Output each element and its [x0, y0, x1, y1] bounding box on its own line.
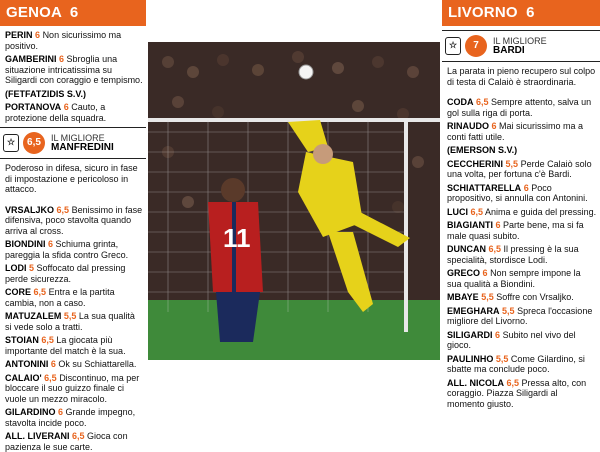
player-comment: Cauto, a protezione della squadra. [5, 102, 106, 123]
rating-entry [5, 407, 143, 428]
player-name: STOIAN [5, 335, 39, 345]
player-name: CALAIO' [5, 373, 42, 383]
player-comment: Entra e la partita cambia, non a caso. [5, 287, 115, 308]
player-name: ALL. NICOLA [447, 378, 504, 388]
rating-entry [447, 97, 597, 118]
player-vote: 6,5 [34, 287, 47, 297]
livorno-ratings [442, 93, 600, 409]
livorno-best-box [442, 30, 600, 62]
player-name: PAULINHO [447, 354, 493, 364]
player-comment: Sbroglia una situazione intricatissima su Siligardi con coraggio e tempismo. [5, 54, 143, 85]
player-vote: 5 [29, 263, 34, 273]
player-vote: 5,5 [481, 292, 494, 302]
rating-entry [447, 183, 597, 204]
player-vote: 5,5 [64, 311, 77, 321]
pitch [148, 300, 440, 360]
player-comment: Soffre con Vrsaljko. [496, 292, 574, 302]
player-comment: La sua qualità si vede solo a tratti. [5, 311, 135, 332]
rating-entry [447, 244, 597, 265]
player-comment: Perde Calaiò solo una volta, per fortuna c'è Bardi. [447, 159, 592, 180]
player-name: GAMBERINI [5, 54, 57, 64]
jersey-number: 11 [223, 223, 251, 253]
rating-entry [447, 145, 597, 156]
player-vote: 6 [64, 102, 69, 112]
rating-entry [5, 335, 143, 356]
player-name: CODA [447, 97, 474, 107]
player-comment: Poco propositivo, si annulla con Antonini. [447, 183, 588, 204]
rating-entry [447, 121, 597, 142]
team-score: 6 [526, 4, 535, 21]
player-name: ANTONINI [5, 359, 48, 369]
player-name: (EMERSON S.V.) [447, 145, 517, 155]
player-vote: 6 [59, 54, 64, 64]
rating-entry [447, 330, 597, 351]
player-comment: Grande impegno, stavolta incide poco. [5, 407, 135, 428]
rating-entry [5, 263, 143, 284]
player-vote: 6 [58, 407, 63, 417]
player-comment: Sempre attento, salva un gol sulla riga di porta. [447, 97, 591, 118]
player-name: VRSALJKO [5, 205, 54, 215]
rating-entry [5, 89, 143, 100]
player-name: PERIN [5, 30, 33, 40]
player-comment: Non sempre impone la sua qualità a Biondini. [447, 268, 581, 289]
rating-entry [447, 354, 597, 375]
player-comment: Ok su Schiattarella. [58, 359, 136, 369]
player-comment: Il pressing è la sua specialità, stordisce Lodi. [447, 244, 579, 265]
match-photo [148, 42, 440, 360]
team-score: 6 [70, 4, 79, 21]
genoa-ratings-bottom [0, 201, 146, 452]
player-vote: 6,5 [471, 207, 484, 217]
genoa-ratings-top [0, 26, 146, 123]
player-vote: 6,5 [489, 244, 502, 254]
player-comment: Come Gilardino, si sbatte ma conclude poco. [447, 354, 585, 375]
player-vote: 6 [524, 183, 529, 193]
player-vote: 6,5 [72, 431, 85, 441]
player-vote: 6 [35, 30, 40, 40]
genoa-best-box [0, 127, 146, 159]
player-comment: Anima e guida del pressing. [485, 207, 596, 217]
rating-entry [447, 306, 597, 327]
player-comment: Spreca l'occasione migliore del Livorno. [447, 306, 592, 327]
player-comment: Gioca con pazienza le sue carte. [5, 431, 128, 452]
player-name: RINAUDO [447, 121, 489, 131]
player-comment: Soffocato dal pressing perde sicurezza. [5, 263, 125, 284]
player-vote: 6 [48, 239, 53, 249]
player-vote: 5,5 [502, 306, 515, 316]
livorno-header [442, 0, 600, 26]
player-vote: 5,5 [506, 159, 519, 169]
rating-entry [447, 378, 597, 410]
team-name: LIVORNO [448, 4, 518, 21]
livorno-column [442, 0, 600, 400]
medal-icon: ☆ [3, 134, 19, 152]
player-vote: 6 [51, 359, 56, 369]
rating-entry [447, 292, 597, 303]
rating-entry [5, 359, 143, 370]
rating-entry [447, 220, 597, 241]
player-comment: Pressa alto, con coraggio. Piazza Siligardi al momento giusto. [447, 378, 586, 409]
player-name: LODI [5, 263, 27, 273]
genoa-header [0, 0, 146, 26]
rating-entry [5, 431, 143, 452]
player-vote: 6,5 [41, 335, 54, 345]
player-comment: Discontinuo, ma per bloccare il suo guizzo finale ci vuole un mezzo miracolo. [5, 373, 139, 404]
player-name: CECCHERINI [447, 159, 503, 169]
player-comment: Subito nel vivo del gioco. [447, 330, 576, 351]
rating-entry [5, 205, 143, 237]
player-vote: 6,5 [57, 205, 70, 215]
player-name: ALL. LIVERANI [5, 431, 70, 441]
rating-entry [447, 207, 597, 218]
player-name: (FETFATZIDIS S.V.) [5, 89, 86, 99]
best-player-note: La parata in pieno recupero sul colpo di testa di Calaiò è straordinaria. [442, 66, 600, 87]
player-vote: 6,5 [476, 97, 489, 107]
player-vote: 6,5 [507, 378, 520, 388]
player-name: BIAGIANTI [447, 220, 493, 230]
ball [299, 65, 313, 79]
player-vote: 6 [483, 268, 488, 278]
player-comment: Non sicurissimo ma positivo. [5, 30, 121, 51]
team-name: GENOA [6, 4, 61, 21]
player-name: MBAYE [447, 292, 479, 302]
player-name: SILIGARDI [447, 330, 493, 340]
player-comment: Mai sicurissimo ma a conti fatti utile. [447, 121, 583, 142]
rating-entry [5, 311, 143, 332]
rating-entry [447, 159, 597, 180]
player-vote: 6 [495, 330, 500, 340]
player-comment: Schiuma grinta, pareggia la sfida contro Greco. [5, 239, 128, 260]
rating-entry [5, 54, 143, 86]
best-player-name: MANFREDINI [51, 143, 114, 153]
player-comment: Parte bene, ma si fa male quasi subito. [447, 220, 584, 241]
best-label [493, 36, 547, 56]
rating-entry [5, 102, 143, 123]
best-player-note: Poderoso in difesa, sicuro in fase di impostazione e pericoloso in attacco. [0, 163, 146, 195]
best-label-text: IL MIGLIORE [493, 36, 547, 46]
player-name: LUCI [447, 207, 468, 217]
player-comment: Benissimo in fase difensiva, poco stavolta quando arriva al cross. [5, 205, 142, 236]
best-label-text: IL MIGLIORE [51, 133, 105, 143]
player-name: GILARDINO [5, 407, 56, 417]
genoa-column [0, 0, 146, 400]
player-name: GRECO [447, 268, 480, 278]
rating-entry [5, 287, 143, 308]
player-name: SCHIATTARELLA [447, 183, 521, 193]
best-vote-badge: 7 [465, 35, 487, 57]
goalkeeper-save-image [148, 42, 440, 360]
best-vote-badge: 6,5 [23, 132, 45, 154]
player-vote: 6,5 [44, 373, 57, 383]
rating-entry [5, 373, 143, 405]
player-name: BIONDINI [5, 239, 46, 249]
player-name: PORTANOVA [5, 102, 61, 112]
rating-entry [447, 268, 597, 289]
rating-entry [5, 30, 143, 51]
player-comment: La giocata più importante del match è la sua. [5, 335, 126, 356]
best-player-name: BARDI [493, 46, 547, 56]
rating-entry [5, 239, 143, 260]
player-name: DUNCAN [447, 244, 486, 254]
player-vote: 6 [492, 121, 497, 131]
best-label [51, 133, 114, 153]
player-vote: 6 [496, 220, 501, 230]
player-name: MATUZALEM [5, 311, 61, 321]
player-vote: 5,5 [496, 354, 509, 364]
player-name: CORE [5, 287, 31, 297]
player-name: EMEGHARA [447, 306, 500, 316]
medal-icon: ☆ [445, 37, 461, 55]
